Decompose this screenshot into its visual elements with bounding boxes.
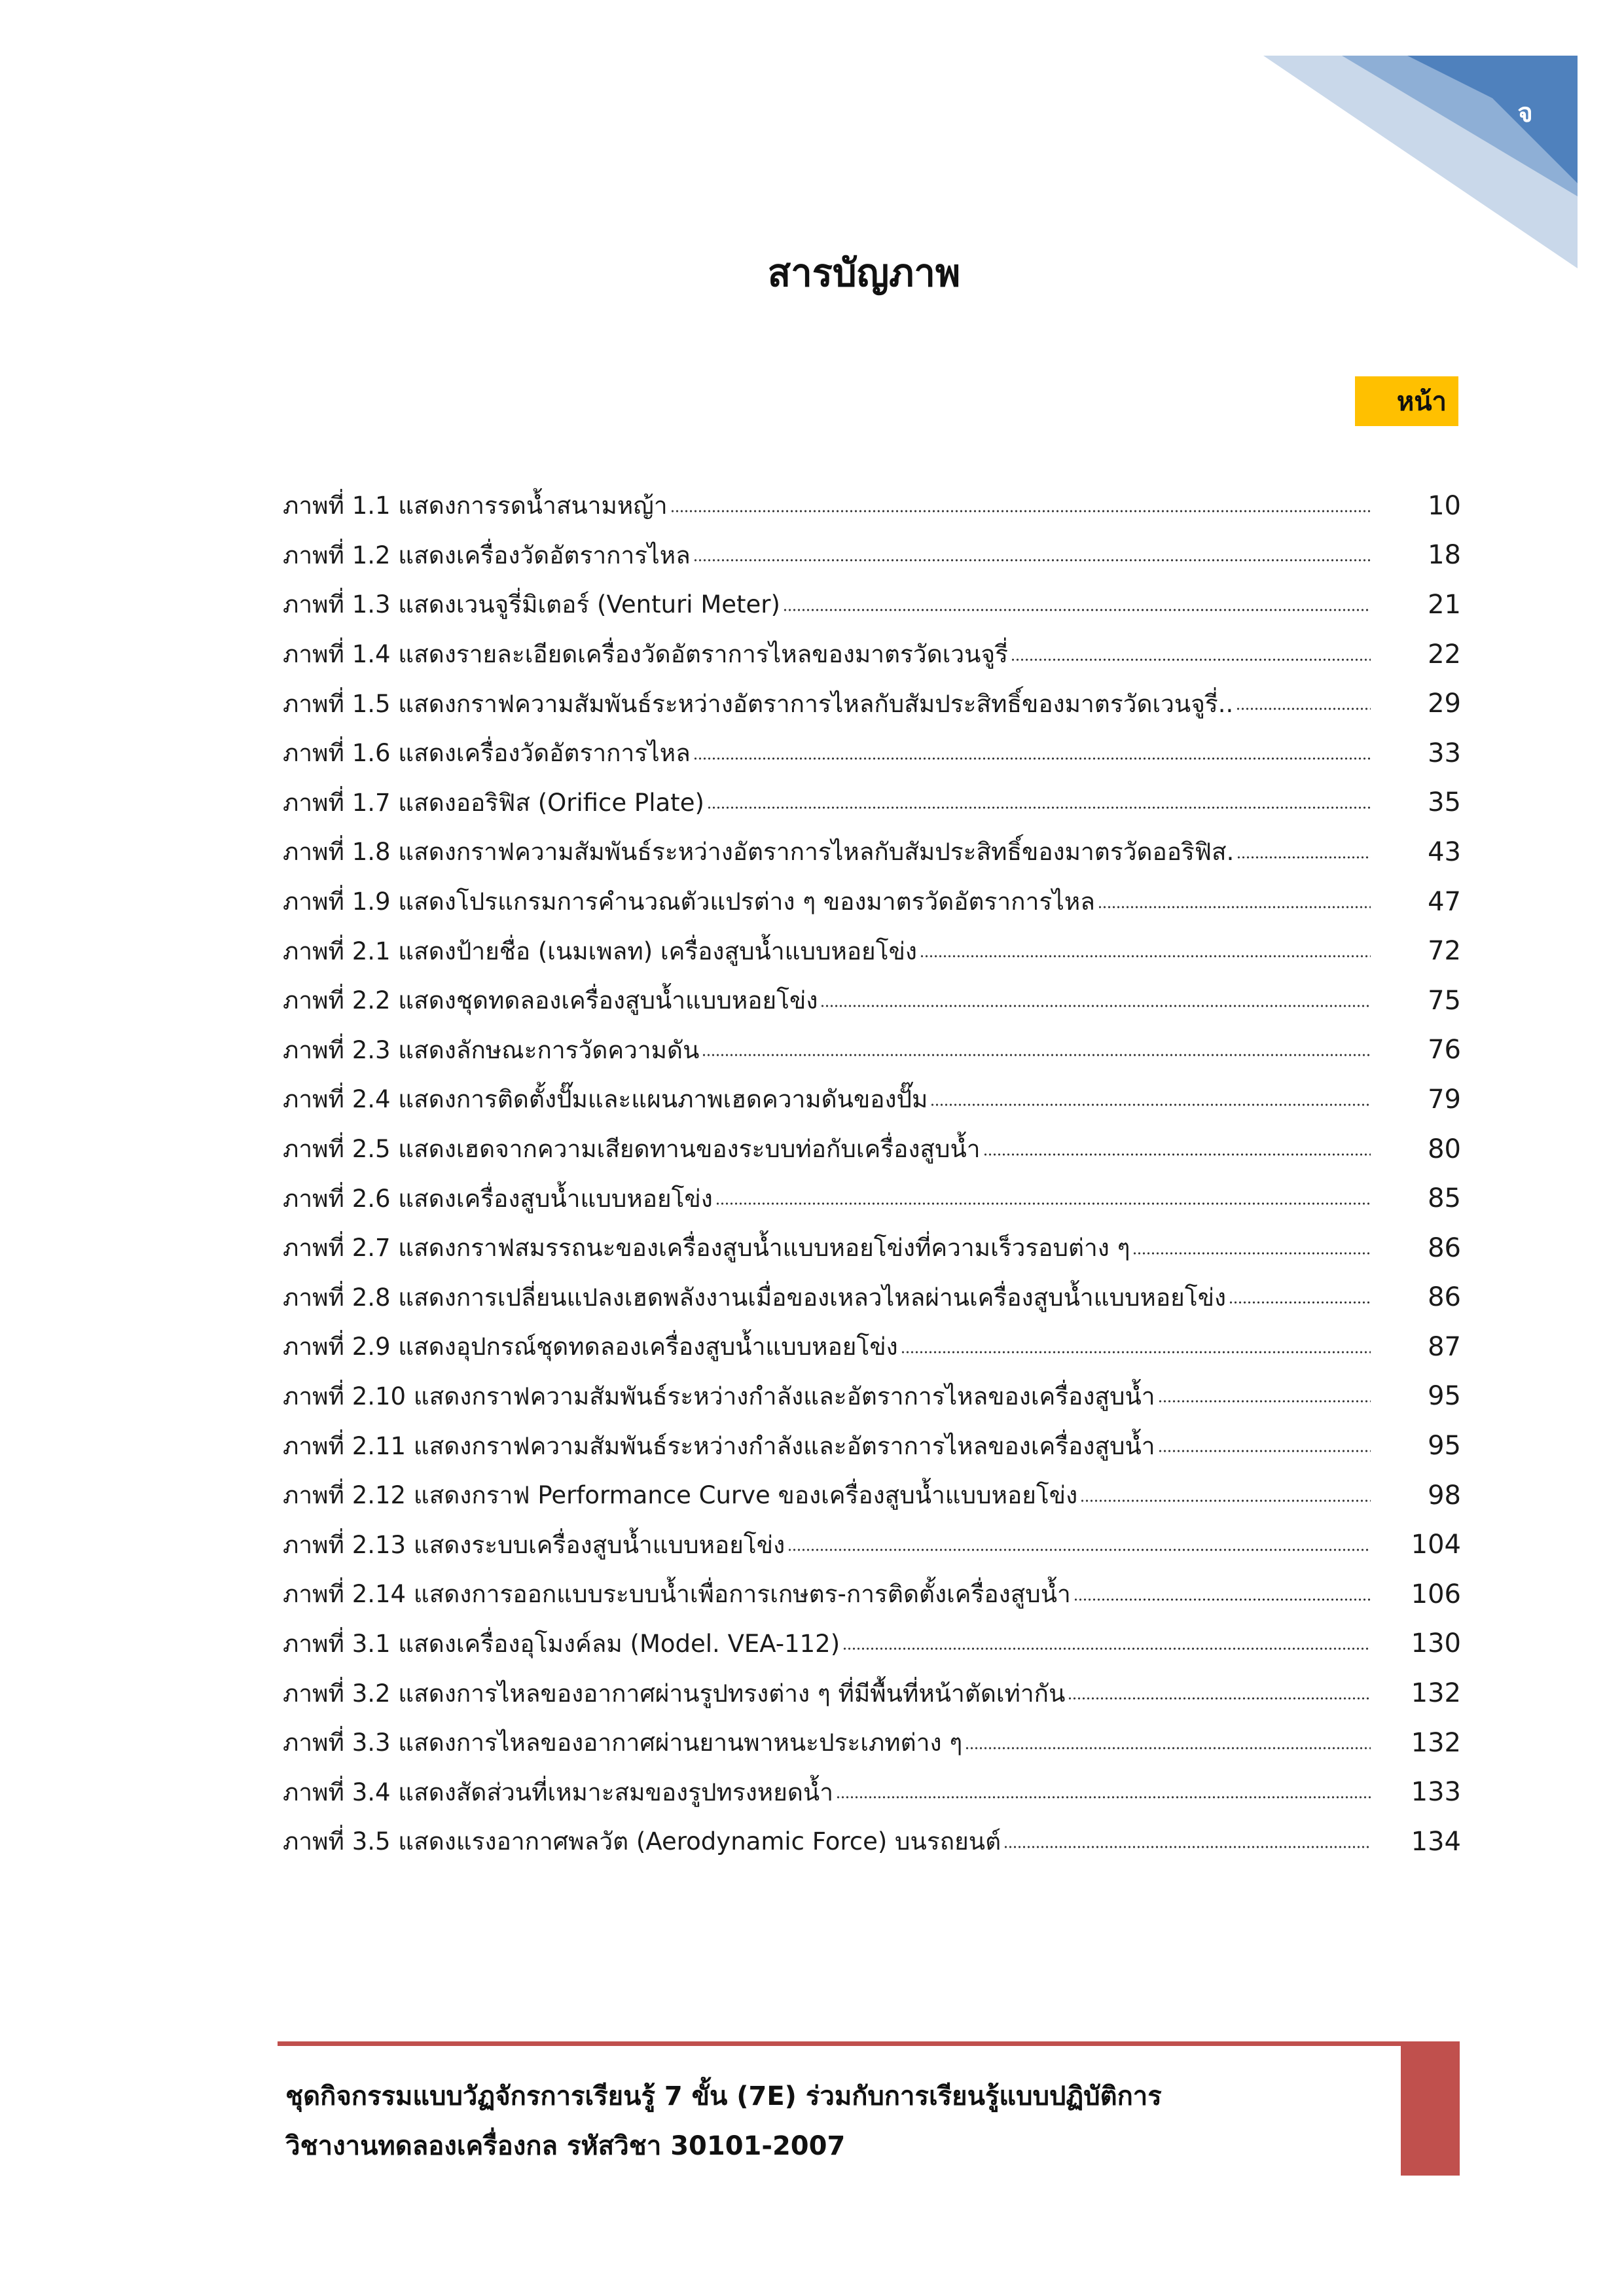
- figure-entry-title: ภาพที่ 1.9 แสดงโปรแกรมการคำนวณตัวแปรต่าง ๆ ของมาตรวัดอัตราการไหล: [283, 888, 1095, 916]
- figure-entry-title: ภาพที่ 2.4 แสดงการติดตั้งปั๊มและแผนภาพเฮดความดันของปั๊ม: [283, 1085, 928, 1114]
- dot-leader: [920, 954, 1371, 958]
- figure-entry[interactable]: [283, 778, 1461, 828]
- figure-entry-page: 18: [1428, 540, 1461, 571]
- figure-entry-title: ภาพที่ 2.3 แสดงลักษณะการวัดความดัน: [283, 1035, 700, 1064]
- dot-leader: [1229, 1300, 1371, 1304]
- figure-entry-title: ภาพที่ 1.3 แสดงเวนจูรี่มิเตอร์ (Venturi Meter): [283, 590, 780, 619]
- figure-entry[interactable]: [283, 1174, 1461, 1223]
- dot-leader: [707, 806, 1371, 810]
- figure-entry[interactable]: [283, 926, 1461, 976]
- figure-entry-title: ภาพที่ 1.4 แสดงรายละเอียดเครื่องวัดอัตราการไหลของมาตรวัดเวนจูรี่: [283, 640, 1008, 669]
- page-title: สารบัญภาพ: [767, 251, 961, 295]
- dot-leader: [842, 1647, 1371, 1651]
- footer-rule: [278, 2041, 1456, 2046]
- figure-entry-title: ภาพที่ 2.13 แสดงระบบเครื่องสูบน้ำแบบหอยโข่ง: [283, 1530, 785, 1559]
- figure-entry[interactable]: [283, 531, 1461, 581]
- figure-entry[interactable]: [283, 1223, 1461, 1273]
- dot-leader: [783, 608, 1371, 612]
- figure-entry-page: 29: [1428, 689, 1461, 719]
- figure-entry-page: 72: [1428, 936, 1461, 967]
- figure-entry-page: 35: [1428, 787, 1461, 818]
- dot-leader: [983, 1153, 1371, 1157]
- figure-entry-title: ภาพที่ 2.14 แสดงการออกแบบระบบน้ำเพื่อการเกษตร-การติดตั้งเครื่องสูบน้ำ: [283, 1580, 1071, 1609]
- dot-leader: [787, 1548, 1371, 1552]
- figure-entry[interactable]: [283, 481, 1461, 531]
- figure-entry-page: 80: [1428, 1134, 1461, 1164]
- figure-entry-title: ภาพที่ 3.4 แสดงสัดส่วนที่เหมาะสมของรูปทรงหยดน้ำ: [283, 1778, 833, 1806]
- figure-entry-page: 43: [1428, 836, 1461, 867]
- figure-entry[interactable]: [283, 1273, 1461, 1323]
- figure-entry-title: ภาพที่ 2.1 แสดงป้ายชื่อ (เนมเพลท) เครื่องสูบน้ำแบบหอยโข่ง: [283, 937, 917, 965]
- figure-entry[interactable]: [283, 1322, 1461, 1372]
- figure-entry-title: ภาพที่ 2.11 แสดงกราฟความสัมพันธ์ระหว่างกำลังและอัตราการไหลของเครื่องสูบน้ำ: [283, 1431, 1155, 1460]
- figure-entry-title: ภาพที่ 1.8 แสดงกราฟความสัมพันธ์ระหว่างอัตราการไหลกับสัมประสิทธิ์ของมาตรวัดออริฟิส.: [283, 838, 1235, 867]
- figure-entry[interactable]: [283, 679, 1461, 728]
- dot-leader: [1132, 1251, 1371, 1255]
- figure-entry-page: 33: [1428, 738, 1461, 768]
- figure-entry[interactable]: [283, 877, 1461, 927]
- figure-entry[interactable]: [283, 1471, 1461, 1520]
- dot-leader: [715, 1202, 1371, 1206]
- figure-entry[interactable]: [283, 1421, 1461, 1471]
- figure-entry[interactable]: [283, 728, 1461, 778]
- figure-entry-page: 133: [1411, 1777, 1461, 1808]
- figure-entry-page: 134: [1411, 1826, 1461, 1857]
- figure-entry-title: ภาพที่ 2.12 แสดงกราฟ Performance Curve ของเครื่องสูบน้ำแบบหอยโข่ง: [283, 1481, 1078, 1510]
- dot-leader: [693, 558, 1371, 562]
- figure-entry[interactable]: [283, 1026, 1461, 1075]
- figure-entry[interactable]: [283, 1619, 1461, 1669]
- figure-entry[interactable]: [283, 1718, 1461, 1768]
- figure-entry-page: 22: [1428, 639, 1461, 670]
- figure-entry-title: ภาพที่ 1.7 แสดงออริฟิส (Orifice Plate): [283, 788, 704, 817]
- dot-leader: [693, 757, 1371, 761]
- page-number: จ: [1517, 98, 1533, 128]
- figure-entry-title: ภาพที่ 1.5 แสดงกราฟความสัมพันธ์ระหว่างอัตราการไหลกับสัมประสิทธิ์ของมาตรวัดเวนจูรี่..: [283, 689, 1234, 718]
- figure-entry-title: ภาพที่ 3.5 แสดงแรงอากาศพลวัต (Aerodynamic Force) บนรถยนต์: [283, 1827, 1001, 1856]
- dot-leader: [1098, 905, 1371, 909]
- figure-entry[interactable]: [283, 1668, 1461, 1718]
- footer: [285, 2072, 1372, 2171]
- figure-entry-title: ภาพที่ 1.2 แสดงเครื่องวัดอัตราการไหล: [283, 541, 691, 569]
- page-column-header: หน้า: [1355, 376, 1458, 426]
- figure-entry[interactable]: [283, 1372, 1461, 1422]
- figure-entry-page: 86: [1428, 1282, 1461, 1313]
- figure-entry[interactable]: [283, 1124, 1461, 1174]
- figure-entry[interactable]: [283, 1520, 1461, 1570]
- footer-line-2: วิชางานทดลองเครื่องกล รหัสวิชา 30101-2007: [285, 2131, 846, 2161]
- dot-leader: [1074, 1598, 1371, 1602]
- dot-leader: [820, 1004, 1371, 1008]
- figure-entry[interactable]: [283, 580, 1461, 630]
- figure-entry-page: 87: [1428, 1331, 1461, 1362]
- figure-entry-page: 21: [1428, 589, 1461, 620]
- figure-entry-page: 85: [1428, 1183, 1461, 1214]
- figure-entry[interactable]: [283, 1767, 1461, 1817]
- dot-leader: [965, 1746, 1371, 1750]
- figure-entry-page: 104: [1411, 1530, 1461, 1560]
- dot-leader: [1236, 855, 1371, 859]
- footer-accent-block: [1401, 2041, 1460, 2176]
- figure-entry-page: 79: [1428, 1084, 1461, 1115]
- figure-entry-title: ภาพที่ 3.1 แสดงเครื่องอุโมงค์ลม (Model. VEA-112): [283, 1629, 840, 1658]
- figure-entry-page: 86: [1428, 1232, 1461, 1263]
- dot-leader: [1068, 1696, 1371, 1700]
- figure-entry-title: ภาพที่ 2.5 แสดงเฮดจากความเสียดทานของระบบท่อกับเครื่องสูบน้ำ: [283, 1135, 981, 1164]
- figure-list: [283, 481, 1461, 1867]
- figure-entry[interactable]: [283, 1075, 1461, 1124]
- figure-entry-page: 98: [1428, 1480, 1461, 1511]
- figure-entry[interactable]: [283, 976, 1461, 1026]
- dot-leader: [1011, 658, 1371, 662]
- figure-entry-title: ภาพที่ 1.1 แสดงการรดน้ำสนามหญ้า: [283, 492, 668, 520]
- dot-leader: [1003, 1845, 1371, 1849]
- figure-entry-page: 76: [1428, 1035, 1461, 1066]
- dot-leader: [1080, 1499, 1371, 1503]
- dot-leader: [901, 1350, 1371, 1354]
- figure-entry-page: 95: [1428, 1381, 1461, 1412]
- dot-leader: [836, 1795, 1371, 1799]
- dot-leader: [1158, 1449, 1371, 1453]
- figure-entry-page: 132: [1411, 1678, 1461, 1709]
- figure-entry-title: ภาพที่ 2.2 แสดงชุดทดลองเครื่องสูบน้ำแบบหอยโข่ง: [283, 986, 818, 1015]
- dot-leader: [1236, 707, 1371, 711]
- dot-leader: [930, 1103, 1371, 1107]
- figure-entry[interactable]: [283, 630, 1461, 679]
- dot-leader: [702, 1053, 1371, 1057]
- figure-entry-title: ภาพที่ 2.6 แสดงเครื่องสูบน้ำแบบหอยโข่ง: [283, 1184, 713, 1213]
- dot-leader: [670, 509, 1371, 513]
- figure-entry-page: 10: [1428, 490, 1461, 521]
- figure-entry[interactable]: [283, 827, 1461, 877]
- figure-entry[interactable]: [283, 1817, 1461, 1867]
- dot-leader: [1158, 1399, 1371, 1403]
- figure-entry[interactable]: [283, 1570, 1461, 1619]
- figure-entry-title: ภาพที่ 3.3 แสดงการไหลของอากาศผ่านยานพาหนะประเภทต่าง ๆ: [283, 1729, 963, 1757]
- figure-entry-page: 130: [1411, 1628, 1461, 1659]
- figure-entry-title: ภาพที่ 2.8 แสดงการเปลี่ยนแปลงเฮดพลังงานเมื่อของเหลวไหลผ่านเครื่องสูบน้ำแบบหอยโข่ง: [283, 1283, 1227, 1312]
- figure-entry-title: ภาพที่ 3.2 แสดงการไหลของอากาศผ่านรูปทรงต่าง ๆ ที่มีพื้นที่หน้าตัดเท่ากัน: [283, 1679, 1066, 1708]
- figure-entry-title: ภาพที่ 2.9 แสดงอุปกรณ์ชุดทดลองเครื่องสูบน้ำแบบหอยโข่ง: [283, 1333, 898, 1361]
- corner-decoration: [0, 0, 1624, 275]
- figure-entry-title: ภาพที่ 2.10 แสดงกราฟความสัมพันธ์ระหว่างกำลังและอัตราการไหลของเครื่องสูบน้ำ: [283, 1382, 1155, 1410]
- figure-entry-title: ภาพที่ 1.6 แสดงเครื่องวัดอัตราการไหล: [283, 739, 691, 768]
- figure-entry-page: 95: [1428, 1431, 1461, 1462]
- figure-entry-page: 106: [1411, 1579, 1461, 1609]
- footer-line-1: ชุดกิจกรรมแบบวัฏจักรการเรียนรู้ 7 ขั้น (7E) ร่วมกับการเรียนรู้แบบปฏิบัติการ: [285, 2081, 1162, 2111]
- figure-entry-page: 132: [1411, 1727, 1461, 1758]
- figure-entry-page: 75: [1428, 985, 1461, 1016]
- figure-entry-title: ภาพที่ 2.7 แสดงกราฟสมรรถนะของเครื่องสูบน้ำแบบหอยโข่งที่ความเร็วรอบต่าง ๆ: [283, 1234, 1130, 1263]
- figure-entry-page: 47: [1428, 886, 1461, 917]
